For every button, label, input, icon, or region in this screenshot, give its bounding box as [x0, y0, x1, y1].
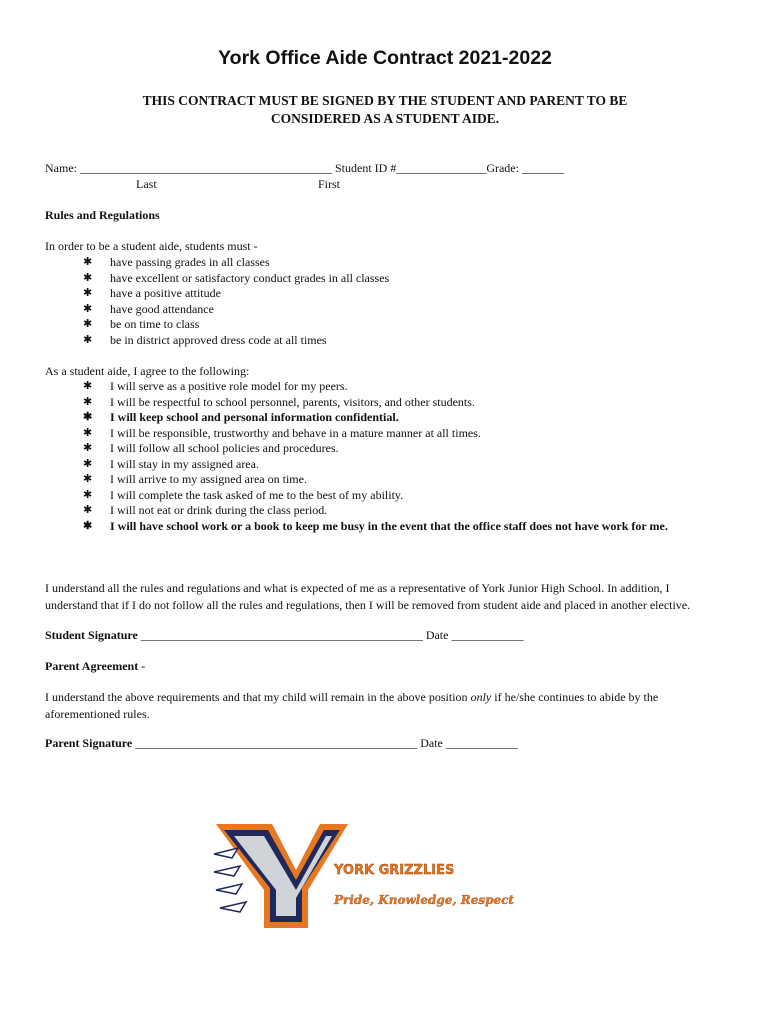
- list-item: ✱ I will be responsible, trustworthy and behave in a mature manner at all times.: [83, 425, 481, 440]
- student-signature-row: [45, 628, 523, 643]
- bullet-star-icon: ✱: [83, 380, 93, 392]
- name-id-grade-field[interactable]: Name: __________________________________________ Student ID #_______________Grade: _______: [45, 161, 564, 175]
- list-item: ✱ I will stay in my assigned area.: [83, 456, 259, 471]
- logo-school-name: YORK GRIZZLIES: [334, 863, 455, 878]
- list-item: ✱ I will keep school and personal information confidential.: [83, 410, 399, 424]
- bullet-star-icon: ✱: [83, 488, 93, 501]
- list-item: ✱ I will complete the task asked of me to the best of my ability.: [83, 487, 404, 502]
- bullet-star-icon: ✱: [83, 271, 93, 284]
- list-item: ✱ I will be respectful to school personnel, parents, visitors, and other students.: [83, 394, 475, 409]
- name-last-label: Last: [136, 177, 157, 191]
- parent-agreement-text: I understand the above requirements and that my child will remain in the above position only if he/she continues to abide by the aforementioned rules.: [45, 690, 659, 721]
- logo-motto: Pride, Knowledge, Respect: [334, 893, 514, 907]
- requirements-list: [83, 255, 389, 348]
- list-item: ✱ I will serve as a positive role model for my peers.: [83, 379, 348, 393]
- bullet-star-icon: ✱: [83, 395, 93, 408]
- list-item: ✱ have excellent or satisfactory conduct grades in all classes: [83, 270, 390, 285]
- list-item: ✱ I will not eat or drink during the class period.: [83, 503, 328, 517]
- bullet-star-icon: ✱: [83, 333, 93, 346]
- bullet-star-icon: ✱: [83, 318, 93, 330]
- bullet-star-icon: ✱: [83, 411, 93, 423]
- agreement-intro: As a student aide, I agree to the following:: [45, 364, 250, 378]
- bullet-star-icon: ✱: [83, 287, 93, 299]
- bullet-star-icon: ✱: [83, 457, 93, 470]
- rules-heading: Rules and Regulations: [45, 208, 160, 222]
- york-grizzlies-logo: [212, 820, 552, 932]
- student-signature-label: Student Signature: [45, 628, 138, 642]
- contract-notice-line2: CONSIDERED AS A STUDENT AIDE.: [270, 111, 500, 126]
- contract-notice-line1: THIS CONTRACT MUST BE SIGNED BY THE STUDENT AND PARENT TO BE: [142, 93, 628, 108]
- parent-agreement-heading: Parent Agreement -: [45, 659, 146, 673]
- bullet-star-icon: ✱: [83, 504, 93, 516]
- agreements-list: [83, 379, 668, 534]
- student-signature-field[interactable]: _______________________________________________ Date ____________: [140, 628, 524, 642]
- bullet-star-icon: ✱: [83, 519, 93, 532]
- york-grizzlies-logo-icon: [212, 820, 552, 932]
- list-item: ✱ I will follow all school policies and procedures.: [83, 441, 339, 455]
- parent-signature-field[interactable]: _______________________________________________ Date ____________: [135, 736, 518, 750]
- rules-intro: In order to be a student aide, students must -: [45, 239, 258, 253]
- list-item: ✱ be on time to class: [83, 317, 200, 331]
- list-item: ✱ I will arrive to my assigned area on time.: [83, 472, 307, 486]
- parent-signature-row: [45, 736, 518, 751]
- name-first-label: First: [318, 177, 341, 191]
- list-item: ✱ have a positive attitude: [83, 286, 221, 300]
- bullet-star-icon: ✱: [83, 426, 93, 439]
- document-title: York Office Aide Contract 2021-2022: [218, 47, 552, 69]
- bullet-star-icon: ✱: [83, 302, 93, 315]
- list-item: ✱ have passing grades in all classes: [83, 255, 270, 269]
- bullet-star-icon: ✱: [83, 256, 93, 268]
- list-item: ✱ be in district approved dress code at all times: [83, 332, 327, 347]
- understanding-statement: I understand all the rules and regulations and what is expected of me as a representative of York Junior High School. In addition, I understand that if I do not follow all the rules and regulations, then I will be removed from student aide and placed in another elective.: [45, 581, 691, 612]
- list-item: ✱ have good attendance: [83, 301, 214, 316]
- list-item: ✱ I will have school work or a book to keep me busy in the event that the office staff does not have work for me.: [83, 518, 668, 533]
- parent-signature-label: Parent Signature: [45, 736, 133, 750]
- bullet-star-icon: ✱: [83, 442, 93, 454]
- bullet-star-icon: ✱: [83, 473, 93, 485]
